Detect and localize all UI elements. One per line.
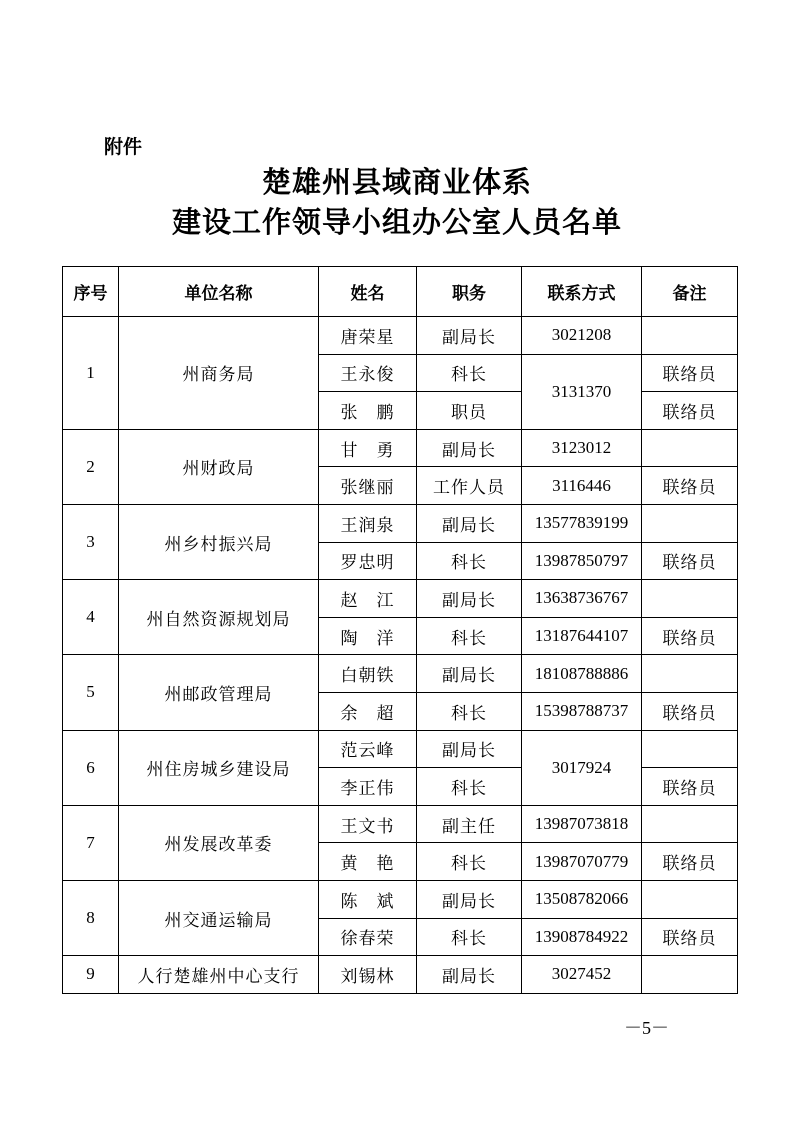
table-row	[63, 317, 738, 355]
note-cell	[642, 429, 738, 467]
name-cell: 甘 勇	[319, 429, 417, 467]
unit-cell: 州财政局	[119, 429, 319, 504]
unit-cell: 州交通运输局	[119, 880, 319, 955]
table-row	[63, 805, 738, 843]
document-title-line2: 建设工作领导小组办公室人员名单	[171, 205, 622, 239]
phone-cell: 13638736767	[522, 580, 642, 618]
unit-cell: 州发展改革委	[119, 805, 319, 880]
phone-cell: 13987070779	[522, 843, 642, 881]
serial-cell: 7	[63, 805, 119, 880]
position-cell: 副局长	[417, 317, 522, 355]
phone-cell: 15398788737	[522, 692, 642, 730]
serial-cell: 2	[63, 429, 119, 504]
phone-cell: 13187644107	[522, 617, 642, 655]
position-cell: 副局长	[417, 504, 522, 542]
note-cell: 联络员	[642, 542, 738, 580]
table-row	[63, 580, 738, 618]
name-cell: 余 超	[319, 692, 417, 730]
unit-cell: 州住房城乡建设局	[119, 730, 319, 805]
header-note: 备注	[642, 267, 738, 317]
phone-cell: 18108788886	[522, 655, 642, 693]
unit-cell: 州乡村振兴局	[119, 504, 319, 579]
position-cell: 科长	[417, 354, 522, 392]
position-cell: 工作人员	[417, 467, 522, 505]
position-cell: 副局长	[417, 730, 522, 768]
name-cell: 张继丽	[319, 467, 417, 505]
note-cell	[642, 504, 738, 542]
phone-cell: 13577839199	[522, 504, 642, 542]
header-contact: 联系方式	[522, 267, 642, 317]
name-cell: 陶 洋	[319, 617, 417, 655]
position-cell: 副局长	[417, 429, 522, 467]
header-position: 职务	[417, 267, 522, 317]
unit-cell: 州自然资源规划局	[119, 580, 319, 655]
unit-cell: 州邮政管理局	[119, 655, 319, 730]
serial-cell: 6	[63, 730, 119, 805]
name-cell: 刘锡林	[319, 956, 417, 994]
phone-cell: 3116446	[522, 467, 642, 505]
name-cell: 王润泉	[319, 504, 417, 542]
note-cell	[642, 580, 738, 618]
note-cell: 联络员	[642, 918, 738, 956]
serial-cell: 4	[63, 580, 119, 655]
note-cell: 联络员	[642, 843, 738, 881]
phone-cell: 3027452	[522, 956, 642, 994]
phone-cell: 13987850797	[522, 542, 642, 580]
serial-cell: 1	[63, 317, 119, 430]
note-cell	[642, 880, 738, 918]
note-cell: 联络员	[642, 692, 738, 730]
position-cell: 科长	[417, 617, 522, 655]
header-serial: 序号	[63, 267, 119, 317]
serial-cell: 8	[63, 880, 119, 955]
unit-cell: 人行楚雄州中心支行	[119, 956, 319, 994]
unit-cell: 州商务局	[119, 317, 319, 430]
name-cell: 王永俊	[319, 354, 417, 392]
serial-cell: 9	[63, 956, 119, 994]
position-cell: 职员	[417, 392, 522, 430]
table-header-row	[63, 267, 738, 317]
note-cell	[642, 805, 738, 843]
position-cell: 副局长	[417, 655, 522, 693]
phone-cell: 3017924	[522, 730, 642, 805]
table-row	[63, 655, 738, 693]
position-cell: 副局长	[417, 880, 522, 918]
position-cell: 科长	[417, 918, 522, 956]
name-cell: 范云峰	[319, 730, 417, 768]
note-cell	[642, 317, 738, 355]
attachment-label: 附件	[104, 136, 143, 158]
position-cell: 副局长	[417, 956, 522, 994]
name-cell: 徐春荣	[319, 918, 417, 956]
phone-cell: 3021208	[522, 317, 642, 355]
serial-cell: 5	[63, 655, 119, 730]
table-row	[63, 956, 738, 994]
note-cell: 联络员	[642, 768, 738, 806]
name-cell: 王文书	[319, 805, 417, 843]
phone-cell: 3131370	[522, 354, 642, 429]
phone-cell: 13987073818	[522, 805, 642, 843]
position-cell: 科长	[417, 542, 522, 580]
table-row	[63, 429, 738, 467]
phone-cell: 13508782066	[522, 880, 642, 918]
serial-cell: 3	[63, 504, 119, 579]
name-cell: 陈 斌	[319, 880, 417, 918]
phone-cell: 13908784922	[522, 918, 642, 956]
position-cell: 科长	[417, 843, 522, 881]
page-number: －5－	[624, 1018, 669, 1038]
document-title-line1: 楚雄州县域商业体系	[261, 165, 532, 199]
name-cell: 赵 江	[319, 580, 417, 618]
note-cell: 联络员	[642, 617, 738, 655]
note-cell: 联络员	[642, 354, 738, 392]
note-cell: 联络员	[642, 467, 738, 505]
table-row	[63, 730, 738, 768]
table-row	[63, 504, 738, 542]
note-cell	[642, 655, 738, 693]
name-cell: 唐荣星	[319, 317, 417, 355]
phone-cell: 3123012	[522, 429, 642, 467]
note-cell	[642, 730, 738, 768]
table-row	[63, 880, 738, 918]
position-cell: 副主任	[417, 805, 522, 843]
header-unit: 单位名称	[119, 267, 319, 317]
name-cell: 黄 艳	[319, 843, 417, 881]
position-cell: 科长	[417, 692, 522, 730]
name-cell: 罗忠明	[319, 542, 417, 580]
name-cell: 张 鹏	[319, 392, 417, 430]
personnel-table	[62, 266, 738, 994]
header-name: 姓名	[319, 267, 417, 317]
position-cell: 科长	[417, 768, 522, 806]
note-cell: 联络员	[642, 392, 738, 430]
name-cell: 白朝铁	[319, 655, 417, 693]
note-cell	[642, 956, 738, 994]
position-cell: 副局长	[417, 580, 522, 618]
name-cell: 李正伟	[319, 768, 417, 806]
